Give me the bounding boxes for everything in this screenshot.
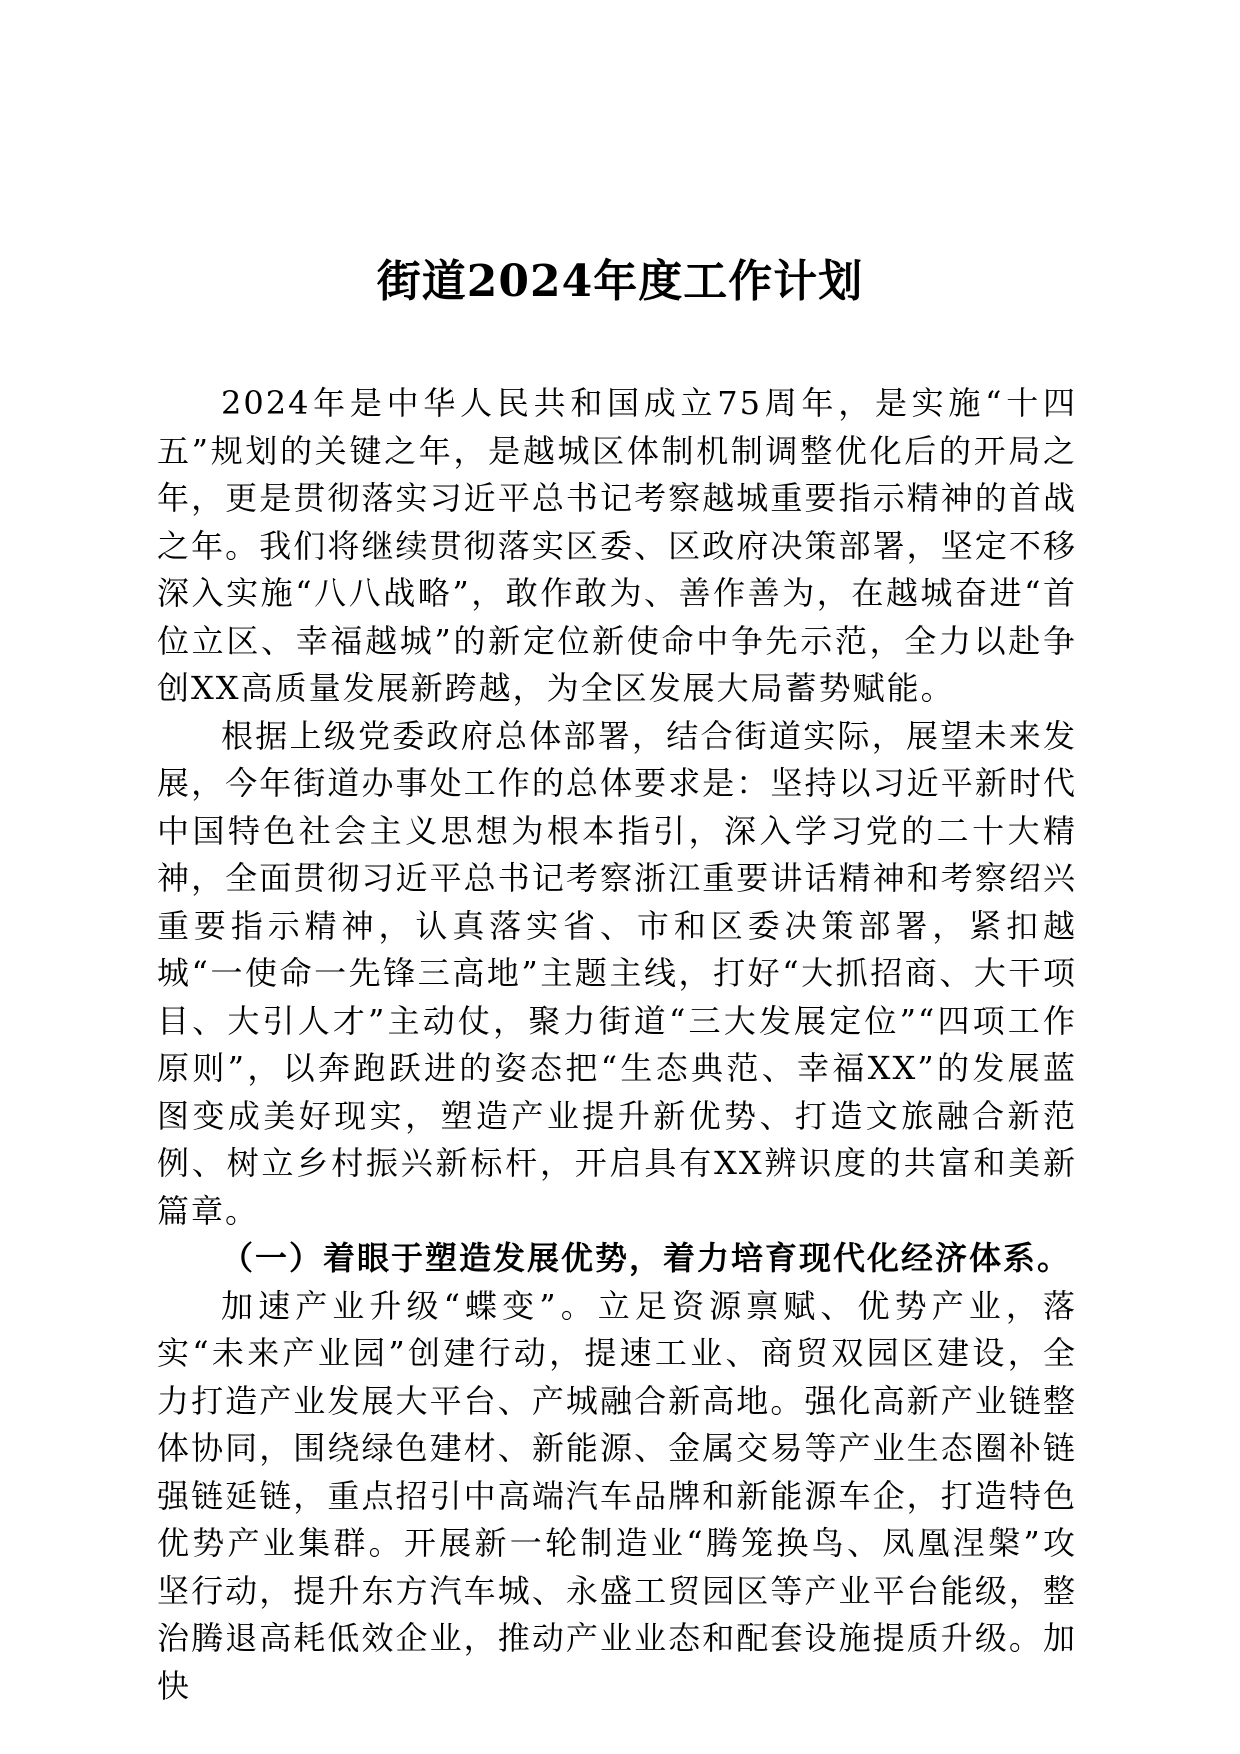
document-title: 街道2024年度工作计划: [376, 256, 864, 307]
paragraph-intro: 2024年是中华人民共和国成立75周年，是实施“十四五”规划的关键之年，是越城区体制机制调整优化后的开局之年，更是贯彻落实习近平总书记考察越城重要指示精神的首战之年。我们将继续贯彻落实区委、区政府决策部署，坚定不移深入实施“八八战略”，敢作敢为、善作善为，在越城奋进“首位立区、幸福越城”的新定位新使命中争先示范，全力以赴争创XX高质量发展新跨越，为全区发展大局蓄势赋能。: [157, 384, 1077, 707]
document-body: [157, 380, 1077, 1710]
paragraph-industry-upgrade: 加速产业升级“蝶变”。立足资源禀赋、优势产业，落实“未来产业园”创建行动，提速工业、商贸双园区建设，全力打造产业发展大平台、产城融合新高地。强化高新产业链整体协同，围绕绿色建材、新能源、金属交易等产业生态圈补链强链延链，重点招引中高端汽车品牌和新能源车企，打造特色优势产业集群。开展新一轮制造业“腾笼换鸟、凤凰涅槃”攻坚行动，提升东方汽车城、永盛工贸园区等产业平台能级，整治腾退高耗低效企业，推动产业业态和配套设施提质升级。加快: [157, 1286, 1077, 1705]
section-heading-1: （一）着眼于塑造发展优势，着力培育现代化经济体系。: [221, 1239, 1072, 1277]
paragraph-general-requirements: 根据上级党委政府总体部署，结合街道实际，展望未来发展，今年街道办事处工作的总体要求是：坚持以习近平新时代中国特色社会主义思想为根本指引，深入学习党的二十大精神，全面贯彻习近平总书记考察浙江重要讲话精神和考察绍兴重要指示精神，认真落实省、市和区委决策部署，紧扣越城“一使命一先锋三高地”主题主线，打好“大抓招商、大干项目、大引人才”主动仗，聚力街道“三大发展定位”“四项工作原则”，以奔跑跃进的姿态把“生态典范、幸福XX”的发展蓝图变成美好现实，塑造产业提升新优势、打造文旅融合新范例、树立乡村振兴新标杆，开启具有XX辨识度的共富和美新篇章。: [157, 716, 1077, 1230]
